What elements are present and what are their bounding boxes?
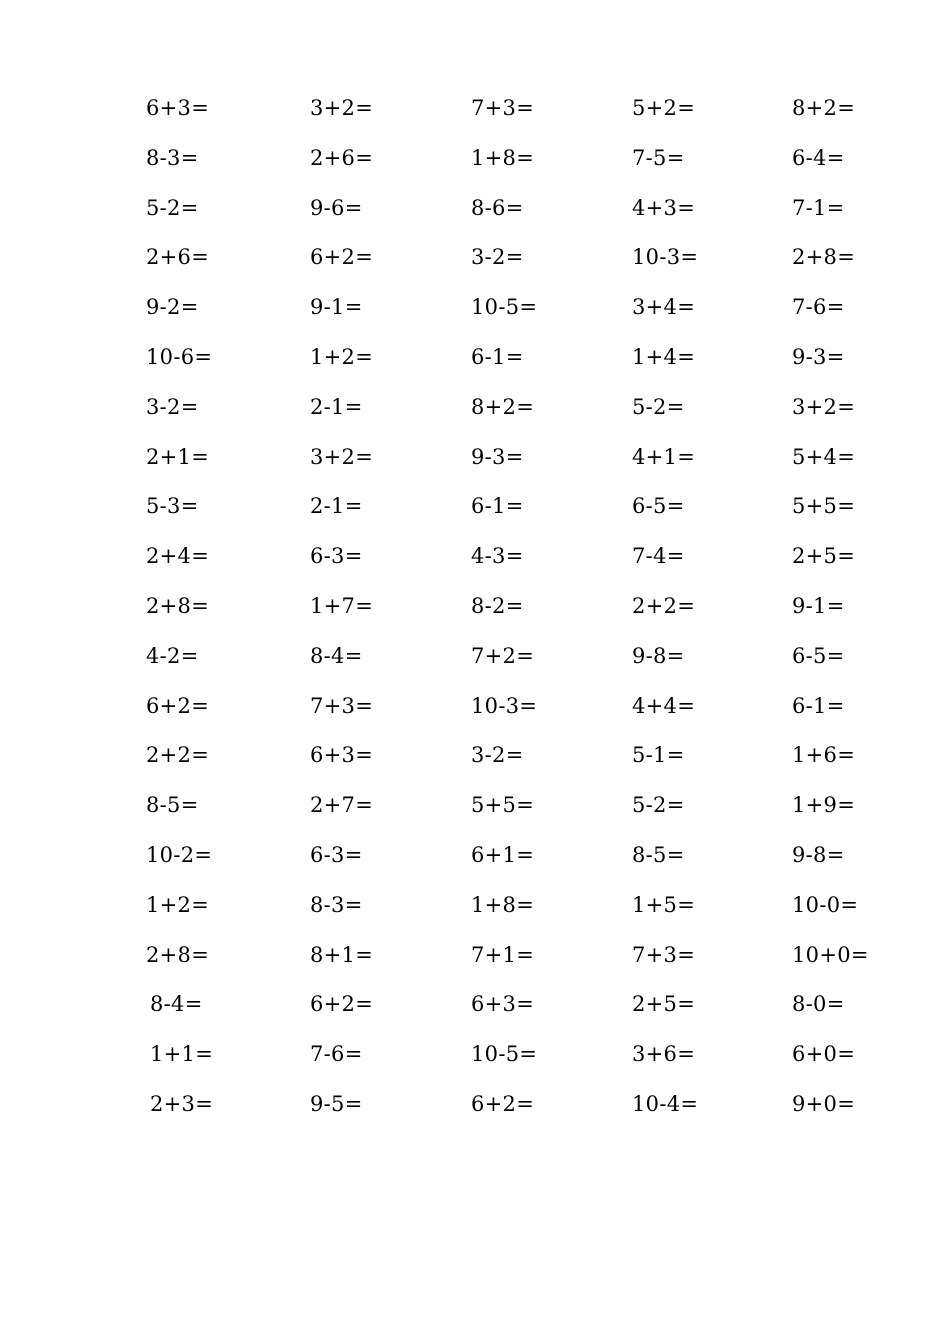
problem-r14-c1: 2+2= <box>146 743 210 767</box>
problem-r5-c2: 9-1= <box>310 295 363 319</box>
problem-r20-c1: 1+1= <box>150 1042 214 1066</box>
problem-r13-c2: 7+3= <box>310 694 374 718</box>
problem-r2-c3: 1+8= <box>471 146 535 170</box>
problem-r8-c2: 3+2= <box>310 445 374 469</box>
problem-r1-c3: 7+3= <box>471 96 535 120</box>
problem-r20-c3: 10-5= <box>471 1042 538 1066</box>
problem-r14-c4: 5-1= <box>632 743 685 767</box>
problem-r17-c4: 1+5= <box>632 893 696 917</box>
problem-r17-c2: 8-3= <box>310 893 363 917</box>
problem-r13-c1: 6+2= <box>146 694 210 718</box>
problem-r3-c1: 5-2= <box>146 196 199 220</box>
problem-r20-c5: 6+0= <box>792 1042 856 1066</box>
problem-r8-c3: 9-3= <box>471 445 524 469</box>
problem-r16-c5: 9-8= <box>792 843 845 867</box>
problem-r12-c1: 4-2= <box>146 644 199 668</box>
problem-r11-c4: 2+2= <box>632 594 696 618</box>
problem-r19-c1: 8-4= <box>150 992 203 1016</box>
problem-r18-c4: 7+3= <box>632 943 696 967</box>
problem-r12-c5: 6-5= <box>792 644 845 668</box>
problem-r2-c4: 7-5= <box>632 146 685 170</box>
problem-r10-c5: 2+5= <box>792 544 856 568</box>
problem-r11-c1: 2+8= <box>146 594 210 618</box>
problem-r17-c5: 10-0= <box>792 893 859 917</box>
problem-r11-c2: 1+7= <box>310 594 374 618</box>
problem-r18-c5: 10+0= <box>792 943 869 967</box>
problem-r15-c5: 1+9= <box>792 793 856 817</box>
problem-r9-c3: 6-1= <box>471 494 524 518</box>
problem-r5-c5: 7-6= <box>792 295 845 319</box>
problem-r16-c1: 10-2= <box>146 843 213 867</box>
problem-r3-c4: 4+3= <box>632 196 696 220</box>
problem-r6-c2: 1+2= <box>310 345 374 369</box>
problem-r5-c4: 3+4= <box>632 295 696 319</box>
problem-r6-c1: 10-6= <box>146 345 213 369</box>
problem-r2-c2: 2+6= <box>310 146 374 170</box>
problem-r21-c2: 9-5= <box>310 1092 363 1116</box>
problem-r12-c3: 7+2= <box>471 644 535 668</box>
problem-r5-c1: 9-2= <box>146 295 199 319</box>
problem-r16-c2: 6-3= <box>310 843 363 867</box>
problem-r7-c3: 8+2= <box>471 395 535 419</box>
problem-r7-c1: 3-2= <box>146 395 199 419</box>
problem-r1-c2: 3+2= <box>310 96 374 120</box>
problem-r14-c5: 1+6= <box>792 743 856 767</box>
problem-r21-c4: 10-4= <box>632 1092 699 1116</box>
problem-r19-c5: 8-0= <box>792 992 845 1016</box>
problem-r1-c4: 5+2= <box>632 96 696 120</box>
problem-r2-c5: 6-4= <box>792 146 845 170</box>
problem-r10-c1: 2+4= <box>146 544 210 568</box>
problem-r9-c2: 2-1= <box>310 494 363 518</box>
problem-r21-c5: 9+0= <box>792 1092 856 1116</box>
problem-r10-c3: 4-3= <box>471 544 524 568</box>
problem-r1-c1: 6+3= <box>146 96 210 120</box>
problem-r8-c4: 4+1= <box>632 445 696 469</box>
problem-r8-c5: 5+4= <box>792 445 856 469</box>
problem-r6-c3: 6-1= <box>471 345 524 369</box>
problem-r3-c3: 8-6= <box>471 196 524 220</box>
problem-r3-c2: 9-6= <box>310 196 363 220</box>
problem-r6-c5: 9-3= <box>792 345 845 369</box>
problem-r14-c3: 3-2= <box>471 743 524 767</box>
problem-r12-c4: 9-8= <box>632 644 685 668</box>
problem-r19-c2: 6+2= <box>310 992 374 1016</box>
problem-r13-c5: 6-1= <box>792 694 845 718</box>
problem-r20-c4: 3+6= <box>632 1042 696 1066</box>
problem-r11-c3: 8-2= <box>471 594 524 618</box>
problem-r9-c4: 6-5= <box>632 494 685 518</box>
problem-r6-c4: 1+4= <box>632 345 696 369</box>
problem-r1-c5: 8+2= <box>792 96 856 120</box>
problem-r21-c3: 6+2= <box>471 1092 535 1116</box>
problem-r18-c3: 7+1= <box>471 943 535 967</box>
problem-r14-c2: 6+3= <box>310 743 374 767</box>
problem-r11-c5: 9-1= <box>792 594 845 618</box>
problem-r4-c2: 6+2= <box>310 245 374 269</box>
problem-r19-c3: 6+3= <box>471 992 535 1016</box>
problem-r15-c1: 8-5= <box>146 793 199 817</box>
problem-r8-c1: 2+1= <box>146 445 210 469</box>
problem-r13-c3: 10-3= <box>471 694 538 718</box>
problem-r9-c5: 5+5= <box>792 494 856 518</box>
problem-r5-c3: 10-5= <box>471 295 538 319</box>
problem-r4-c1: 2+6= <box>146 245 210 269</box>
problem-r4-c5: 2+8= <box>792 245 856 269</box>
problem-r15-c3: 5+5= <box>471 793 535 817</box>
problem-r2-c1: 8-3= <box>146 146 199 170</box>
problem-r20-c2: 7-6= <box>310 1042 363 1066</box>
problem-r3-c5: 7-1= <box>792 196 845 220</box>
problem-r16-c3: 6+1= <box>471 843 535 867</box>
problem-r15-c4: 5-2= <box>632 793 685 817</box>
problem-r7-c5: 3+2= <box>792 395 856 419</box>
problem-r7-c4: 5-2= <box>632 395 685 419</box>
problem-r18-c2: 8+1= <box>310 943 374 967</box>
problem-r10-c4: 7-4= <box>632 544 685 568</box>
problem-r4-c3: 3-2= <box>471 245 524 269</box>
problem-r17-c3: 1+8= <box>471 893 535 917</box>
problem-r13-c4: 4+4= <box>632 694 696 718</box>
problem-r10-c2: 6-3= <box>310 544 363 568</box>
problem-r4-c4: 10-3= <box>632 245 699 269</box>
problem-r7-c2: 2-1= <box>310 395 363 419</box>
problem-r12-c2: 8-4= <box>310 644 363 668</box>
problem-r16-c4: 8-5= <box>632 843 685 867</box>
problem-r9-c1: 5-3= <box>146 494 199 518</box>
problem-r21-c1: 2+3= <box>150 1092 214 1116</box>
problem-r17-c1: 1+2= <box>146 893 210 917</box>
problem-r15-c2: 2+7= <box>310 793 374 817</box>
problem-r19-c4: 2+5= <box>632 992 696 1016</box>
problem-r18-c1: 2+8= <box>146 943 210 967</box>
